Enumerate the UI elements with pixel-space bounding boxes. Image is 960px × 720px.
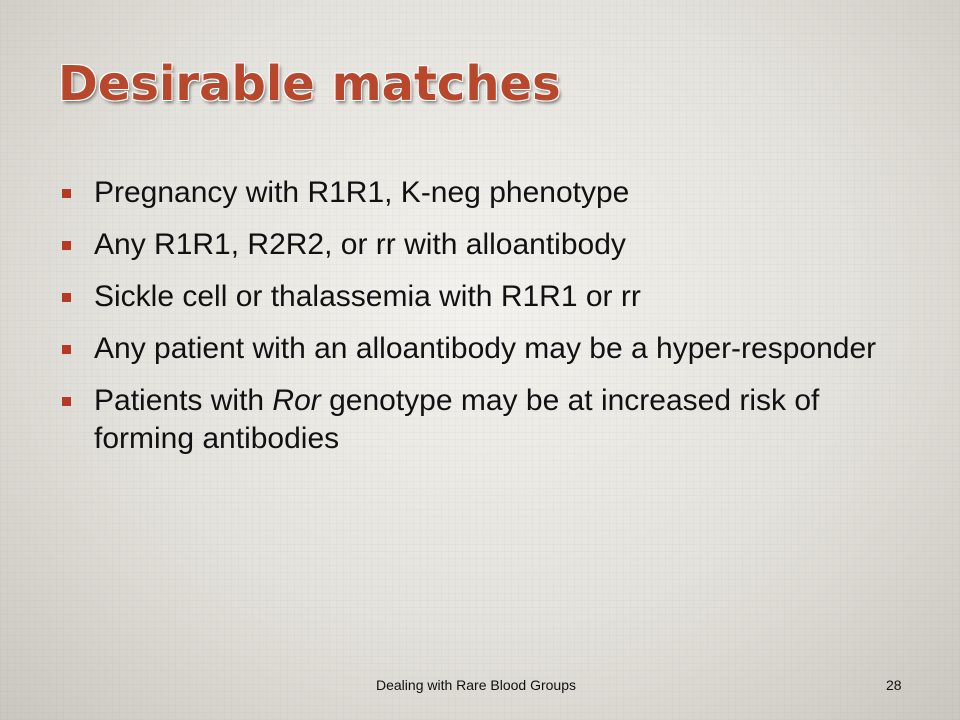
italic-term: Ror	[272, 384, 321, 417]
square-bullet-icon	[62, 345, 71, 354]
bullet-text: Pregnancy with R1R1, K-neg phenotype	[94, 176, 630, 209]
bullet-item	[62, 174, 902, 212]
bullet-list	[62, 174, 902, 472]
square-bullet-icon	[62, 293, 71, 302]
slide-footer: Dealing with Rare Blood Groups	[376, 677, 576, 693]
bullet-text: Any patient with an alloantibody may be a hyper-responder	[94, 332, 877, 365]
square-bullet-icon	[62, 241, 71, 250]
square-bullet-icon	[62, 189, 71, 198]
bullet-text: Patients with Ror genotype may be at increased risk of forming antibodies	[94, 384, 820, 455]
slide-title: Desirable matches	[58, 56, 561, 112]
bullet-item	[62, 226, 902, 264]
bullet-item	[62, 330, 902, 368]
bullet-item	[62, 278, 902, 316]
bullet-text: Sickle cell or thalassemia with R1R1 or rr	[94, 280, 641, 313]
bullet-item	[62, 382, 902, 458]
square-bullet-icon	[62, 397, 71, 406]
slide-number: 28	[886, 677, 902, 693]
bullet-text: Any R1R1, R2R2, or rr with alloantibody	[94, 228, 626, 261]
